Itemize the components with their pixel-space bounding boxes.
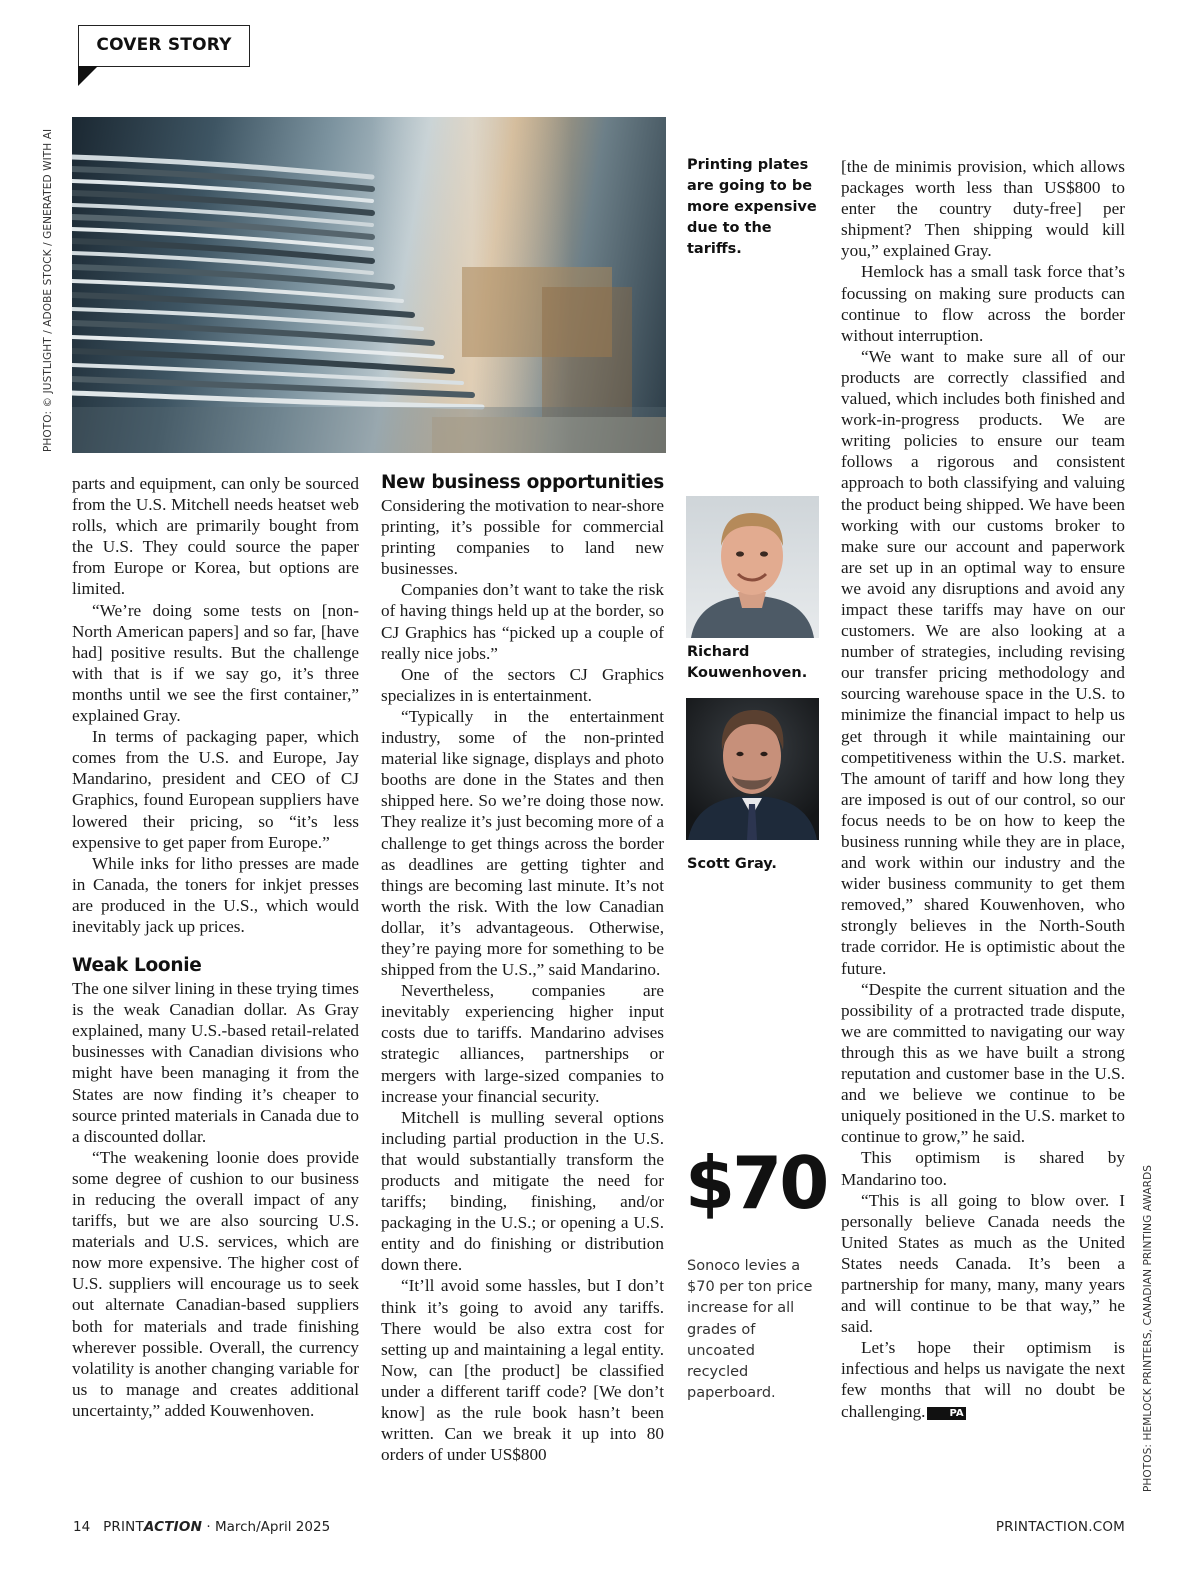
plates-caption: Printing plates are going to be more expensive due to the tariffs.: [687, 157, 817, 257]
article-column-4: [841, 156, 1125, 1422]
paragraph: “We want to make sure all of our products are correctly classified and valued, which includes both finished and work-in-progress products. We are writing policies to ensure our team follows a rigorous and consistent approach to both classifying and valuing the product being shipped. We have been working with our customs broker to make sure our account and paperwork are set up in an optimal way to ensure we avoid any disruptions and avoid any impact these tariffs may have on our customers. We are also looking at a number of strategies, including revising our transfer pricing methodology and sourcing warehouse space in the U.S. to minimize the financial impact to help us get through it while maintaining our competitiveness within the U.S. market. The amount of tariff and how long they are imposed is out of our control, so our focus needs to be on how to keep the business running while they are in place, and work within our industry and the wider business community to get them removed,” shared Kouwenhoven, who strongly believes in the North-South trade corridor. He is optimistic about the future.: [841, 346, 1125, 978]
paragraph: parts and equipment, can only be sourced from the U.S. Mitchell needs heatset web rolls, which are primarily bought from the U.S. They could source the paper from Europe or Korea, but options are limited.: [72, 474, 359, 599]
richard-caption: Richard Kouwenhoven.: [687, 644, 808, 681]
end-mark-icon: PA: [927, 1407, 965, 1420]
article-column-2: [381, 471, 664, 1465]
magazine-brand: [103, 1519, 202, 1535]
paragraph: “We’re doing some tests on [non-North American papers] and so far, [have had] positive results. But the challenge with that is if we say go, it’s three months until we see the first container,” explained Gray.: [72, 600, 359, 726]
section-label: COVER STORY: [96, 35, 232, 55]
stat-value: $70: [685, 1141, 827, 1225]
paragraph: Considering the motivation to near-shore printing, it’s possible for commercial printing companies to land new businesses.: [381, 496, 664, 579]
scott-caption: Scott Gray.: [687, 856, 777, 872]
paragraph: “The weakening loonie does provide some degree of cushion to our business in reducing the overall impact of any tariffs, but we are also sourcing U.S. materials and U.S. services, which are now more expensive. The higher cost of U.S. suppliers will encourage us to seek out alternate Canadian-based suppliers both for materials and trade finishing wherever possible. Overall, the currency volatility is another changing variable for us to manage and creates additional uncertainty,” added Kouwenhoven.: [72, 1147, 359, 1420]
final-text: Let’s hope their optimism is infectious and helps us navigate the next few months that will no doubt be challenging.: [841, 1338, 1125, 1421]
paragraph: “It’ll avoid some hassles, but I don’t think it’s going to avoid any tariffs. There would be also extra cost for setting up and maintaining a legal entity. Now, can [the product] be classified under a different tariff code? [We don’t know] as the rule book hasn’t been written. Can we break it up into 80 orders of under US$800: [381, 1276, 664, 1465]
paragraph: The one silver lining in these trying times is the weak Canadian dollar. As Gray explained, many U.S.-based retail-related businesses with Canadian divisions who might have been managing it from the States are now finding it’s cheaper to source printed materials in Canada due to a discounted dollar.: [72, 979, 359, 1146]
paragraph: Companies don’t want to take the risk of having things held up at the border, so CJ Graphics has “picked up a couple of really nice jobs.”: [381, 580, 664, 663]
paragraph: Hemlock has a small task force that’s focussing on making sure products can continue to flow across the border without interruption.: [841, 262, 1125, 345]
paragraph: One of the sectors CJ Graphics specializes in is entertainment.: [381, 664, 664, 705]
brand-regular: PRINT: [103, 1519, 144, 1535]
paragraph: “This is all going to blow over. I personally believe Canada needs the United States as much as the United States needs Canada. It’s been a partnership for many, many, many years and will continue to be that way,” he said.: [841, 1190, 1125, 1337]
subheading-weak-loonie: Weak Loonie: [72, 955, 202, 977]
paragraph-final: [841, 1337, 1125, 1421]
richard-photo: [686, 496, 819, 638]
section-tag: [78, 25, 250, 67]
photo-credit-left: PHOTO: © JUSTLIGHT / ADOBE STOCK / GENERATED WITH AI: [42, 128, 54, 452]
paragraph: While inks for litho presses are made in Canada, the toners for inkjet presses are produced in the U.S., which would inevitably jack up prices.: [72, 853, 359, 936]
page-number: 14: [73, 1519, 91, 1535]
footer-website: PRINTACTION.COM: [995, 1519, 1125, 1535]
plates-illustration: [72, 117, 666, 453]
stat-description: Sonoco levies a $70 per ton price increase for all grades of uncoated recycled paperboard.: [687, 1258, 813, 1402]
paragraph: This optimism is shared by Mandarino too.: [841, 1148, 1125, 1189]
paragraph: Mitchell is mulling several options including partial production in the U.S. that would substantially transform the products and mitigate the need for tariffs; binding, finishing, and/or packaging in the U.S.; or opening a U.S. entity and do finishing or distribution down there.: [381, 1107, 664, 1275]
footer-left: [73, 1519, 330, 1535]
paragraph: “Despite the current situation and the possibility of a protracted trade dispute, we are committed to navigating our way through this as we have built a strong reputation and customer base in the U.S. and we believe we continue to be uniquely positioned in the U.S. market to continue to grow,” he said.: [841, 979, 1125, 1147]
paragraph: “Typically in the entertainment industry, some of the non-printed material like signage, displays and photo booths are done in the States and then shipped here. So we’re doing those now. They realize it’s just becoming more of a challenge to get things across the border as deadlines are getting tighter and things are becoming last minute. It’s not worth the risk. With the low Canadian dollar, it’s advantageous. Otherwise, they’re paying more for something to be shipped from the U.S.,” said Mandarino.: [381, 706, 664, 980]
portrait-richard-kouwenhoven: [686, 496, 819, 638]
photo-credit-right: PHOTOS: HEMLOCK PRINTERS, CANADIAN PRINTING AWARDS: [1142, 1164, 1154, 1492]
paragraph: In terms of packaging paper, which comes from the U.S. and Europe, Jay Mandarino, president and CEO of CJ Graphics, found European suppliers have lowered their pricing, so “it’s less expensive to get paper from Europe.”: [72, 727, 359, 852]
article-column-1: [72, 473, 359, 1421]
paragraph: [the de minimis provision, which allows packages worth less than US$800 to enter the country duty-free] per shipment? Then shipping would kill you,” explained Gray.: [841, 157, 1125, 261]
scott-photo: [686, 698, 819, 840]
subheading-new-business: New business opportunities: [381, 472, 665, 493]
hero-image-printing-plates: [72, 117, 666, 453]
section-tag-tail: [78, 66, 98, 86]
brand-bold: ACTION: [143, 1519, 203, 1535]
paragraph: Nevertheless, companies are inevitably experiencing higher input costs due to tariffs. Mandarino advises strategic alliances, partnerships or mergers with large-sized companies to increase your financial security.: [381, 981, 664, 1106]
issue-date: · March/April 2025: [202, 1519, 331, 1535]
portrait-scott-gray: [686, 698, 819, 840]
